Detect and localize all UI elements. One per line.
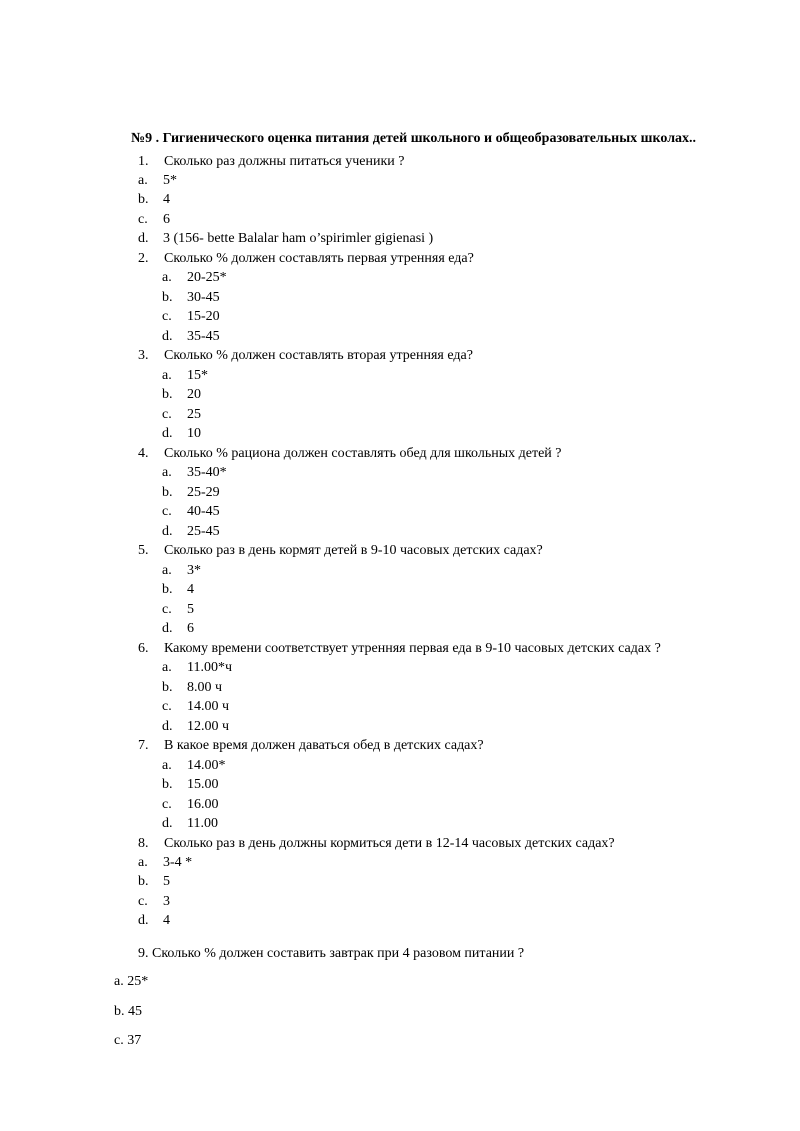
option-letter: d. [162, 329, 173, 344]
option-letter: a. [162, 465, 172, 480]
document-title: №9 . Гигиенического оценка питания детей школьного и общеобразовательных школах.. [131, 131, 697, 146]
option-text: 3 (156- bette Balalar ham o’spirimler gigienasi ) [163, 231, 434, 246]
option-text: 5 [187, 602, 194, 617]
option-letter: b. [138, 874, 149, 889]
option-9a: a. 25* [114, 974, 149, 989]
option-letter: b. [162, 777, 173, 792]
option-text: 15-20 [187, 309, 220, 324]
option-letter: d. [162, 524, 173, 539]
option-letter: d. [162, 426, 173, 441]
option-text: 5 [163, 874, 170, 889]
question-number: 1. [138, 154, 149, 169]
option-text: 4 [163, 913, 170, 928]
question-number: 7. [138, 738, 149, 753]
option-letter: c. [162, 699, 172, 714]
option-text: 16.00 [187, 797, 219, 812]
question-number: 5. [138, 543, 149, 558]
option-letter: a. [138, 173, 148, 188]
question-text: Сколько % должен составлять первая утренняя еда? [164, 251, 474, 266]
option-letter: a. [138, 855, 148, 870]
question-text: Какому времени соответствует утренняя первая еда в 9-10 часовых детских садах ? [164, 641, 661, 656]
option-text: 15* [187, 368, 208, 383]
option-text: 6 [187, 621, 194, 636]
option-text: 11.00*ч [187, 660, 233, 675]
option-text: 15.00 [187, 777, 219, 792]
option-letter: b. [162, 387, 173, 402]
option-letter: b. [162, 582, 173, 597]
option-letter: d. [138, 231, 149, 246]
question-number: 2. [138, 251, 149, 266]
option-letter: b. [162, 485, 173, 500]
option-text: 20 [187, 387, 201, 402]
option-letter: d. [162, 816, 173, 831]
option-text: 10 [187, 426, 201, 441]
option-letter: c. [162, 407, 172, 422]
option-text: 14.00* [187, 758, 226, 773]
option-letter: c. [138, 894, 148, 909]
option-letter: b. [162, 290, 173, 305]
option-text: 35-45 [187, 329, 220, 344]
option-text: 8.00 ч [187, 680, 223, 695]
question-number: 4. [138, 446, 149, 461]
option-letter: a. [162, 270, 172, 285]
option-9c: c. 37 [114, 1033, 142, 1048]
option-letter: a. [162, 563, 172, 578]
option-text: 25-45 [187, 524, 220, 539]
option-letter: c. [138, 212, 148, 227]
option-text: 14.00 ч [187, 699, 230, 714]
option-text: 11.00 [187, 816, 218, 831]
option-letter: a. [162, 368, 172, 383]
option-text: 3-4 * [163, 855, 193, 870]
question-number: 6. [138, 641, 149, 656]
option-text: 30-45 [187, 290, 220, 305]
option-text: 3 [163, 894, 170, 909]
option-letter: a. [162, 758, 172, 773]
question-9: 9. Сколько % должен составить завтрак при 4 разовом питании ? [138, 946, 525, 961]
option-text: 4 [187, 582, 194, 597]
question-text: Сколько раз в день должны кормиться дети в 12-14 часовых детских садах? [164, 836, 615, 851]
option-letter: d. [162, 719, 173, 734]
option-text: 5* [163, 173, 177, 188]
question-text: В какое время должен даваться обед в детских садах? [164, 738, 484, 753]
option-letter: c. [162, 602, 172, 617]
question-text: Сколько раз в день кормят детей в 9-10 часовых детских садах? [164, 543, 543, 558]
option-letter: d. [138, 913, 149, 928]
option-letter: c. [162, 504, 172, 519]
option-letter: c. [162, 309, 172, 324]
option-text: 3* [187, 563, 201, 578]
option-letter: b. [138, 192, 149, 207]
option-text: 25-29 [187, 485, 220, 500]
question-number: 8. [138, 836, 149, 851]
option-text: 6 [163, 212, 170, 227]
option-text: 4 [163, 192, 170, 207]
option-letter: b. [162, 680, 173, 695]
question-number: 3. [138, 348, 149, 363]
option-letter: d. [162, 621, 173, 636]
question-text: Сколько раз должны питаться ученики ? [164, 154, 405, 169]
option-letter: a. [162, 660, 172, 675]
option-text: 20-25* [187, 270, 227, 285]
question-text: Сколько % рациона должен составлять обед для школьных детей ? [164, 446, 562, 461]
option-letter: c. [162, 797, 172, 812]
option-text: 12.00 ч [187, 719, 230, 734]
option-text: 35-40* [187, 465, 227, 480]
option-9b: b. 45 [114, 1004, 142, 1019]
option-text: 25 [187, 407, 201, 422]
option-text: 40-45 [187, 504, 220, 519]
question-text: Сколько % должен составлять вторая утренняя еда? [164, 348, 473, 363]
